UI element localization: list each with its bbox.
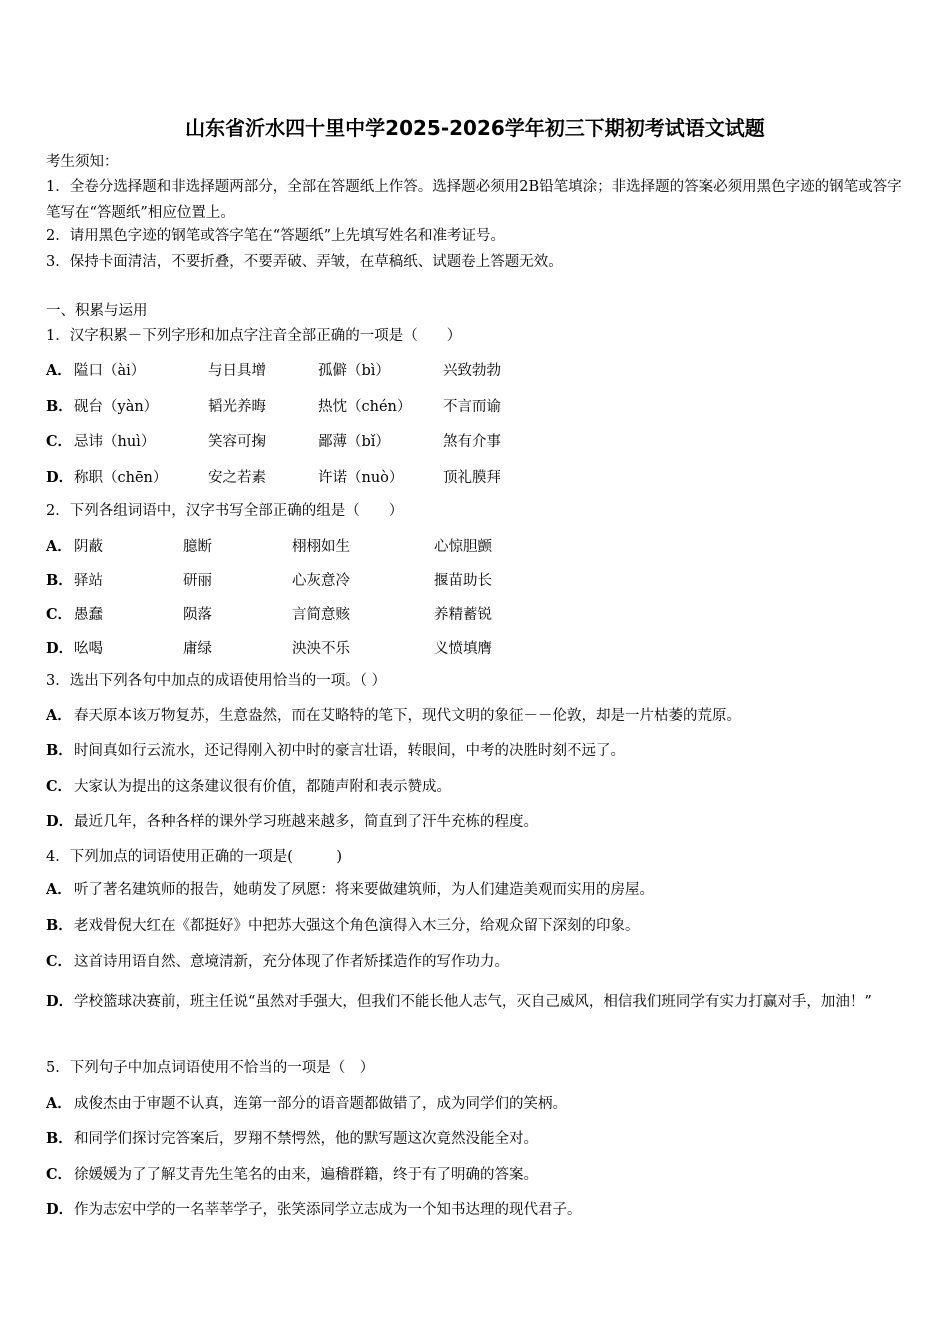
option-cell: 孤僻（bì） (318, 363, 390, 379)
option-cell: 许诺（nuò） (318, 470, 404, 486)
exam-title: 山东省沂水四十里中学2025-2026学年初三下期初考试语文试题 (185, 116, 765, 140)
option-cell: 泱泱不乐 (292, 641, 350, 657)
question-2-option-a (46, 535, 906, 557)
option-cell: 义愤填膺 (434, 641, 492, 657)
option-cell: 热忱（chén） (318, 399, 412, 415)
question-5-option-a (46, 1094, 567, 1114)
question-3-option-b (46, 741, 625, 761)
question-3-option-a (46, 706, 741, 726)
question-4-option-a (46, 880, 654, 900)
option-text: 时间真如行云流水，还记得刚入初中时的豪言壮语，转眼间，中考的决胜时刻不远了。 (74, 743, 625, 759)
option-cell: 称职（chēn） (74, 470, 168, 486)
option-cell: 隘口（ài） (74, 363, 146, 379)
question-4-stem: 4．下列加点的词语使用正确的一项是( ) (46, 849, 343, 865)
option-cell: 心灰意冷 (292, 573, 350, 589)
notice-item-3: 3．保持卡面清洁，不要折叠，不要弄破、弄皱，在草稿纸、试题卷上答题无效。 (46, 254, 563, 270)
option-text: 听了著名建筑师的报告，她萌发了夙愿：将来要做建筑师，为人们建造美观而实用的房屋。 (74, 882, 654, 898)
question-5-stem: 5．下列句子中加点词语使用不恰当的一项是（ ） (46, 1060, 375, 1076)
option-label: B． (46, 398, 73, 415)
option-label: D． (46, 993, 74, 1010)
question-1-option-c (46, 430, 906, 452)
question-5-option-d (46, 1200, 582, 1220)
option-label: C． (46, 778, 73, 795)
option-cell: 不言而谕 (443, 399, 501, 415)
option-cell: 鄙薄（bǐ） (318, 434, 390, 450)
option-cell: 养精蓄锐 (434, 607, 492, 623)
option-label: A． (46, 538, 72, 555)
question-4-option-b (46, 916, 640, 936)
question-2-option-b (46, 569, 906, 591)
option-cell: 揠苗助长 (434, 573, 492, 589)
question-4-option-c (46, 952, 509, 972)
option-cell: 与日具增 (208, 363, 266, 379)
option-label: D． (46, 1201, 74, 1218)
question-1-option-d (46, 466, 906, 488)
option-text: 和同学们探讨完答案后，罗翔不禁愕然，他的默写题这次竟然没能全对。 (74, 1131, 538, 1147)
option-label: B． (46, 1130, 73, 1147)
option-cell: 韬光养晦 (208, 399, 266, 415)
option-cell: 驿站 (74, 573, 103, 589)
section-heading: 一、积累与运用 (46, 303, 148, 319)
option-text: 徐媛媛为了了解艾青先生笔名的由来，遍稽群籍，终于有了明确的答案。 (74, 1167, 538, 1183)
option-cell: 兴致勃勃 (443, 363, 501, 379)
option-cell: 心惊胆颤 (434, 539, 492, 555)
question-2-option-d (46, 637, 906, 659)
option-cell: 庸绿 (183, 641, 212, 657)
option-cell: 笑容可掬 (208, 434, 266, 450)
option-label: C． (46, 433, 73, 450)
option-label: C． (46, 1166, 73, 1183)
question-1-option-b (46, 395, 906, 417)
question-5-option-c (46, 1165, 538, 1185)
question-3-stem: 3．选出下列各句中加点的成语使用恰当的一项。（ ） (46, 673, 387, 689)
option-text: 成俊杰由于审题不认真，连第一部分的语音题都做错了，成为同学们的笑柄。 (74, 1096, 567, 1112)
question-2-option-c (46, 603, 906, 625)
question-3-option-d (46, 812, 538, 832)
option-label: B． (46, 572, 73, 589)
question-4-option-d (46, 984, 906, 1020)
option-text: 大家认为提出的这条建议很有价值，都随声附和表示赞成。 (74, 779, 451, 795)
question-1-option-a (46, 359, 906, 381)
option-text: 作为志宏中学的一名莘莘学子，张笑添同学立志成为一个知书达理的现代君子。 (74, 1202, 582, 1218)
question-3-option-c (46, 777, 451, 797)
notice-heading: 考生须知： (46, 154, 119, 170)
option-cell: 砚台（yàn） (74, 399, 159, 415)
option-text: 学校篮球决赛前，班主任说“虽然对手强大，但我们不能长他人志气，灭自己威风，相信我们班同学有实力打赢对手，加油！” (74, 994, 872, 1010)
option-cell: 陨落 (183, 607, 212, 623)
option-cell: 吆喝 (74, 641, 103, 657)
option-cell: 阴蔽 (74, 539, 103, 555)
option-label: B． (46, 917, 73, 934)
option-label: A． (46, 881, 72, 898)
option-cell: 顶礼膜拜 (443, 470, 501, 486)
notice-item-2: 2．请用黑色字迹的钢笔或答字笔在“答题纸”上先填写姓名和准考证号。 (46, 228, 506, 244)
option-label: A． (46, 362, 72, 379)
option-label: A． (46, 707, 72, 724)
option-label: D． (46, 640, 74, 657)
option-text: 老戏骨倪大红在《都挺好》中把苏大强这个角色演得入木三分，给观众留下深刻的印象。 (74, 918, 640, 934)
option-label: D． (46, 469, 74, 486)
option-label: B． (46, 742, 73, 759)
option-text: 春天原本该万物复苏，生意盎然，而在艾略特的笔下，现代文明的象征－－伦敦，却是一片枯萎的荒原。 (74, 708, 741, 724)
option-cell: 愚蠢 (74, 607, 103, 623)
option-label: C． (46, 953, 73, 970)
question-2-stem: 2．下列各组词语中，汉字书写全部正确的组是（ ） (46, 503, 404, 519)
option-cell: 煞有介事 (443, 434, 501, 450)
option-label: D． (46, 813, 74, 830)
option-cell: 安之若素 (208, 470, 266, 486)
option-cell: 臆断 (183, 539, 212, 555)
option-cell: 忌讳（huì） (74, 434, 156, 450)
option-label: A． (46, 1095, 72, 1112)
option-cell: 言简意赅 (292, 607, 350, 623)
option-cell: 研丽 (183, 573, 212, 589)
option-cell: 栩栩如生 (292, 539, 350, 555)
question-1-stem: 1．汉字积累－下列字形和加点字注音全部正确的一项是（ ） (46, 328, 462, 344)
option-text: 这首诗用语自然、意境清新，充分体现了作者矫揉造作的写作功力。 (74, 954, 509, 970)
option-label: C． (46, 606, 73, 623)
notice-item-1: 1．全卷分选择题和非选择题两部分，全部在答题纸上作答。选择题必须用2B铅笔填涂；非选择题的答案必须用黑色字迹的钢笔或答字笔写在“答题纸”相应位置上。 (46, 179, 902, 221)
option-text: 最近几年，各种各样的课外学习班越来越多，简直到了汗牛充栋的程度。 (74, 814, 538, 830)
question-5-option-b (46, 1129, 538, 1149)
